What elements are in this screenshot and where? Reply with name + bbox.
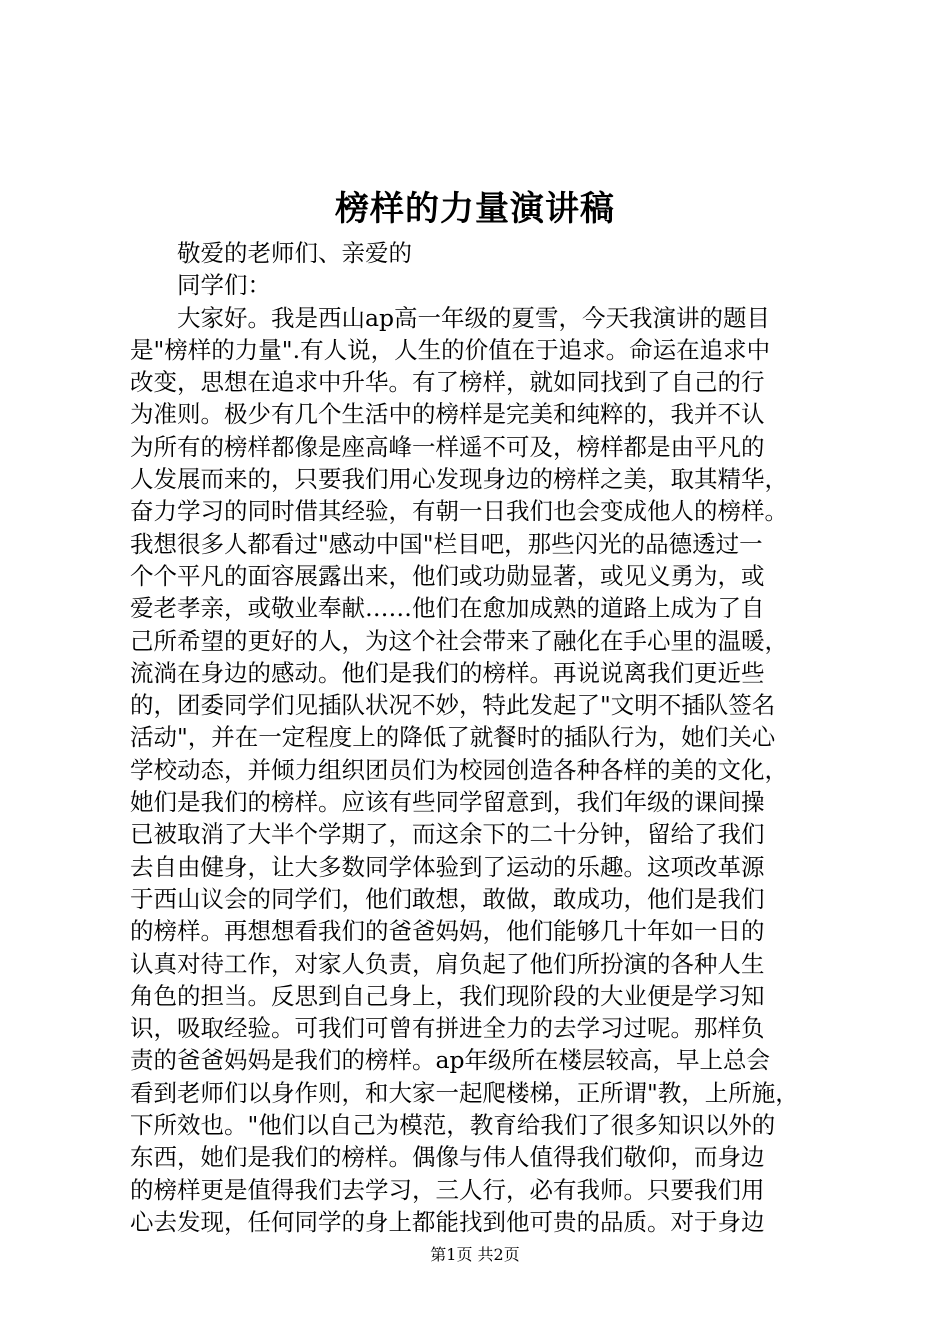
text-line: 于西山议会的同学们，他们敢想，敢做，敢成功，他们是我们 [130,884,765,913]
text-line: 活动"，并在一定程度上的降低了就餐时的插队行为，她们关心 [130,723,776,752]
text-line: 我想很多人都看过"感动中国"栏目吧，那些闪光的品德透过一 [130,529,763,558]
text-line: 奋力学习的同时借其经验，有朝一日我们也会变成他人的榜样。 [130,497,788,526]
text-line: 看到老师们以身作则，和大家一起爬楼梯，正所谓"教，上所施， [130,1078,799,1107]
text-line: 识，吸取经验。可我们可曾有拼进全力的去学习过呢。那样负 [130,1014,765,1043]
text-line: 她们是我们的榜样。应该有些同学留意到，我们年级的课间操 [130,788,765,817]
text-line: 为准则。极少有几个生活中的榜样是完美和纯粹的，我并不认 [130,400,765,429]
text-line: 个个平凡的面容展露出来，他们或功勋显著，或见义勇为，或 [130,561,765,590]
text-line: 的榜样。再想想看我们的爸爸妈妈，他们能够几十年如一日的 [130,917,765,946]
document-body [130,237,840,1238]
text-line: 的榜样更是值得我们去学习，三人行，必有我师。只要我们用 [130,1175,765,1204]
text-line: 去自由健身，让大多数同学体验到了运动的乐趣。这项改革源 [130,852,765,881]
text-line: 学校动态，并倾力组织团员们为校园创造各种各样的美的文化， [130,755,788,784]
text-line: 东西，她们是我们的榜样。偶像与伟人值得我们敬仰，而身边 [130,1143,765,1172]
text-line: 为所有的榜样都像是座高峰一样遥不可及，榜样都是由平凡的 [130,432,765,461]
text-line: 是"榜样的力量".有人说，人生的价值在于追求。命运在追求中 [130,335,771,364]
text-line: 的，团委同学们见插队状况不妙，特此发起了"文明不插队签名 [130,691,776,720]
text-line: 敬爱的老师们、亲爱的 [177,239,412,267]
text-line: 下所效也。"他们以自己为模范，教育给我们了很多知识以外的 [130,1111,776,1140]
text-line: 角色的担当。反思到自己身上，我们现阶段的大业便是学习知 [130,981,765,1010]
text-line: 爱老孝亲，或敬业奉献……他们在愈加成熟的道路上成为了自 [130,594,765,623]
text-line: 认真对待工作，对家人负责，肩负起了他们所扮演的各种人生 [130,949,765,978]
text-line: 人发展而来的，只要我们用心发现身边的榜样之美，取其精华， [130,465,788,494]
text-line: 心去发现，任何同学的身上都能找到他可贵的品质。对于身边 [130,1207,765,1236]
text-line: 已被取消了大半个学期了，而这余下的二十分钟，留给了我们 [130,820,765,849]
text-line: 改变，思想在追求中升华。有了榜样，就如同找到了自己的行 [130,368,765,397]
document-title: 榜样的力量演讲稿 [335,189,615,229]
text-line: 己所希望的更好的人，为这个社会带来了融化在手心里的温暖， [130,626,788,655]
text-line: 责的爸爸妈妈是我们的榜样。ap年级所在楼层较高，早上总会 [130,1046,771,1075]
text-line: 同学们： [177,271,271,300]
page-footer: 第1页 共2页 [430,1245,520,1264]
text-line: 大家好。我是西山ap高一年级的夏雪，今天我演讲的题目 [177,303,771,332]
text-line: 流淌在身边的感动。他们是我们的榜样。再说说离我们更近些 [130,658,765,687]
